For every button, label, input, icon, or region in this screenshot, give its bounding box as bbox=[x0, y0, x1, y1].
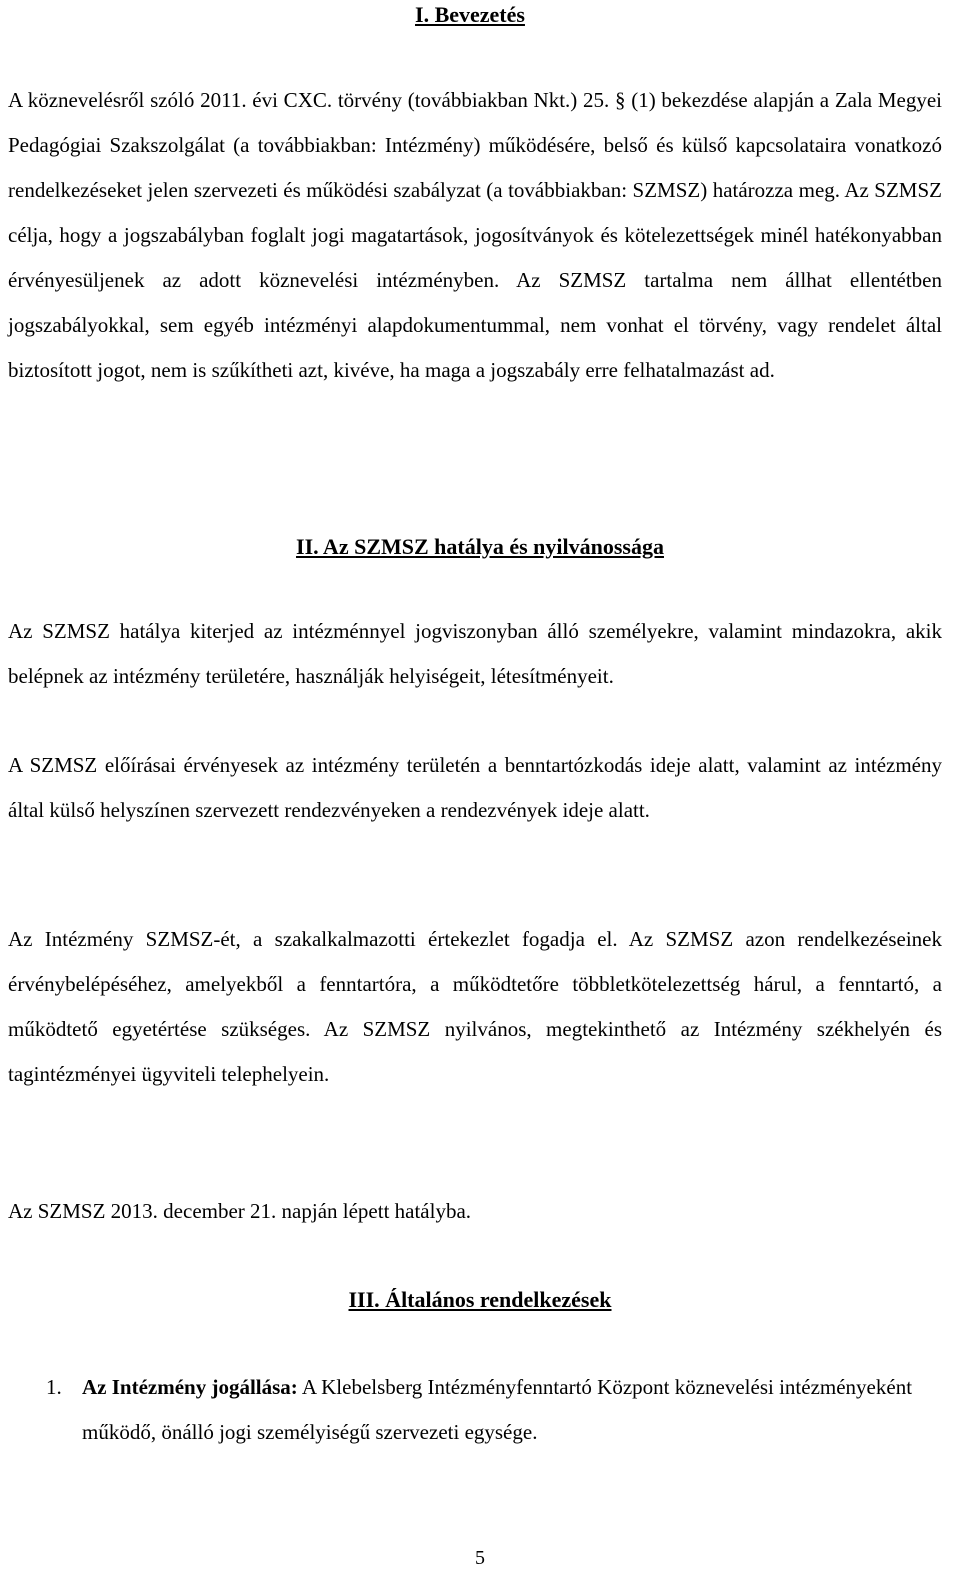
page-number: 5 bbox=[475, 1547, 485, 1569]
list-item-number: 1. bbox=[46, 1375, 62, 1399]
list-item-text: A Klebelsberg Intézményfenntartó Központ köznevelési intézményeként működő, önálló jogi személyiségű szervezeti egysége. bbox=[82, 1375, 913, 1444]
list-item-body bbox=[82, 1365, 950, 1455]
list-item-label: Az Intézmény jogállása: bbox=[82, 1375, 298, 1399]
paragraph-scope-2: A SZMSZ előírásai érvényesek az intézmény területén a benntartózkodás ideje alatt, valamint az intézmény által külső helyszínen szervezett rendezvényeken a rendezvények ideje alatt. bbox=[8, 753, 942, 822]
paragraph-effective-date: Az SZMSZ 2013. december 21. napján lépett hatályba. bbox=[8, 1199, 472, 1223]
paragraph-scope-1: Az SZMSZ hatálya kiterjed az intézménnyel jogviszonyban álló személyekre, valamint mindazokra, akik belépnek az intézmény területére, használják helyiségeit, létesítményeit. bbox=[8, 619, 942, 688]
section-title-general: III. Általános rendelkezések bbox=[348, 1287, 612, 1312]
paragraph-introduction: A köznevelésről szóló 2011. évi CXC. törvény (továbbiakban Nkt.) 25. § (1) bekezdése alapján a Zala Megyei Pedagógiai Szakszolgálat (a továbbiakban: Intézmény) működésére, belső és külső kapcsolataira vonatkozó rendelkezéseket jelen szervezeti és működési szabályzat (a továbbiakban: SZMSZ) határozza meg. Az SZMSZ célja, hogy a jogszabályban foglalt jogi magatartások, jogosítványok és kötelezettségek minél hatékonyabban érvényesüljenek az adott köznevelési intézményben. Az SZMSZ tartalma nem állhat ellentétben jogszabályokkal, sem egyéb intézményi alapdokumentummal, nem vonhat el törvény, vagy rendelet által biztosított jogot, nem is szűkítheti azt, kivéve, ha maga a jogszabály erre felhatalmazást ad. bbox=[8, 88, 942, 382]
section-title-introduction: I. Bevezetés bbox=[415, 2, 525, 27]
paragraph-scope-3: Az Intézmény SZMSZ-ét, a szakalkalmazotti értekezlet fogadja el. Az SZMSZ azon rendelkezéseinek érvénybelépéséhez, amelyekből a fenntartóra, a működtetőre többletkötelezettség hárul, a fenntartó, a működtető egyetértése szükséges. Az SZMSZ nyilvános, megtekinthető az Intézmény székhelyén és tagintézményei ügyviteli telephelyein. bbox=[8, 927, 942, 1086]
section-title-scope: II. Az SZMSZ hatálya és nyilvánossága bbox=[296, 534, 664, 559]
